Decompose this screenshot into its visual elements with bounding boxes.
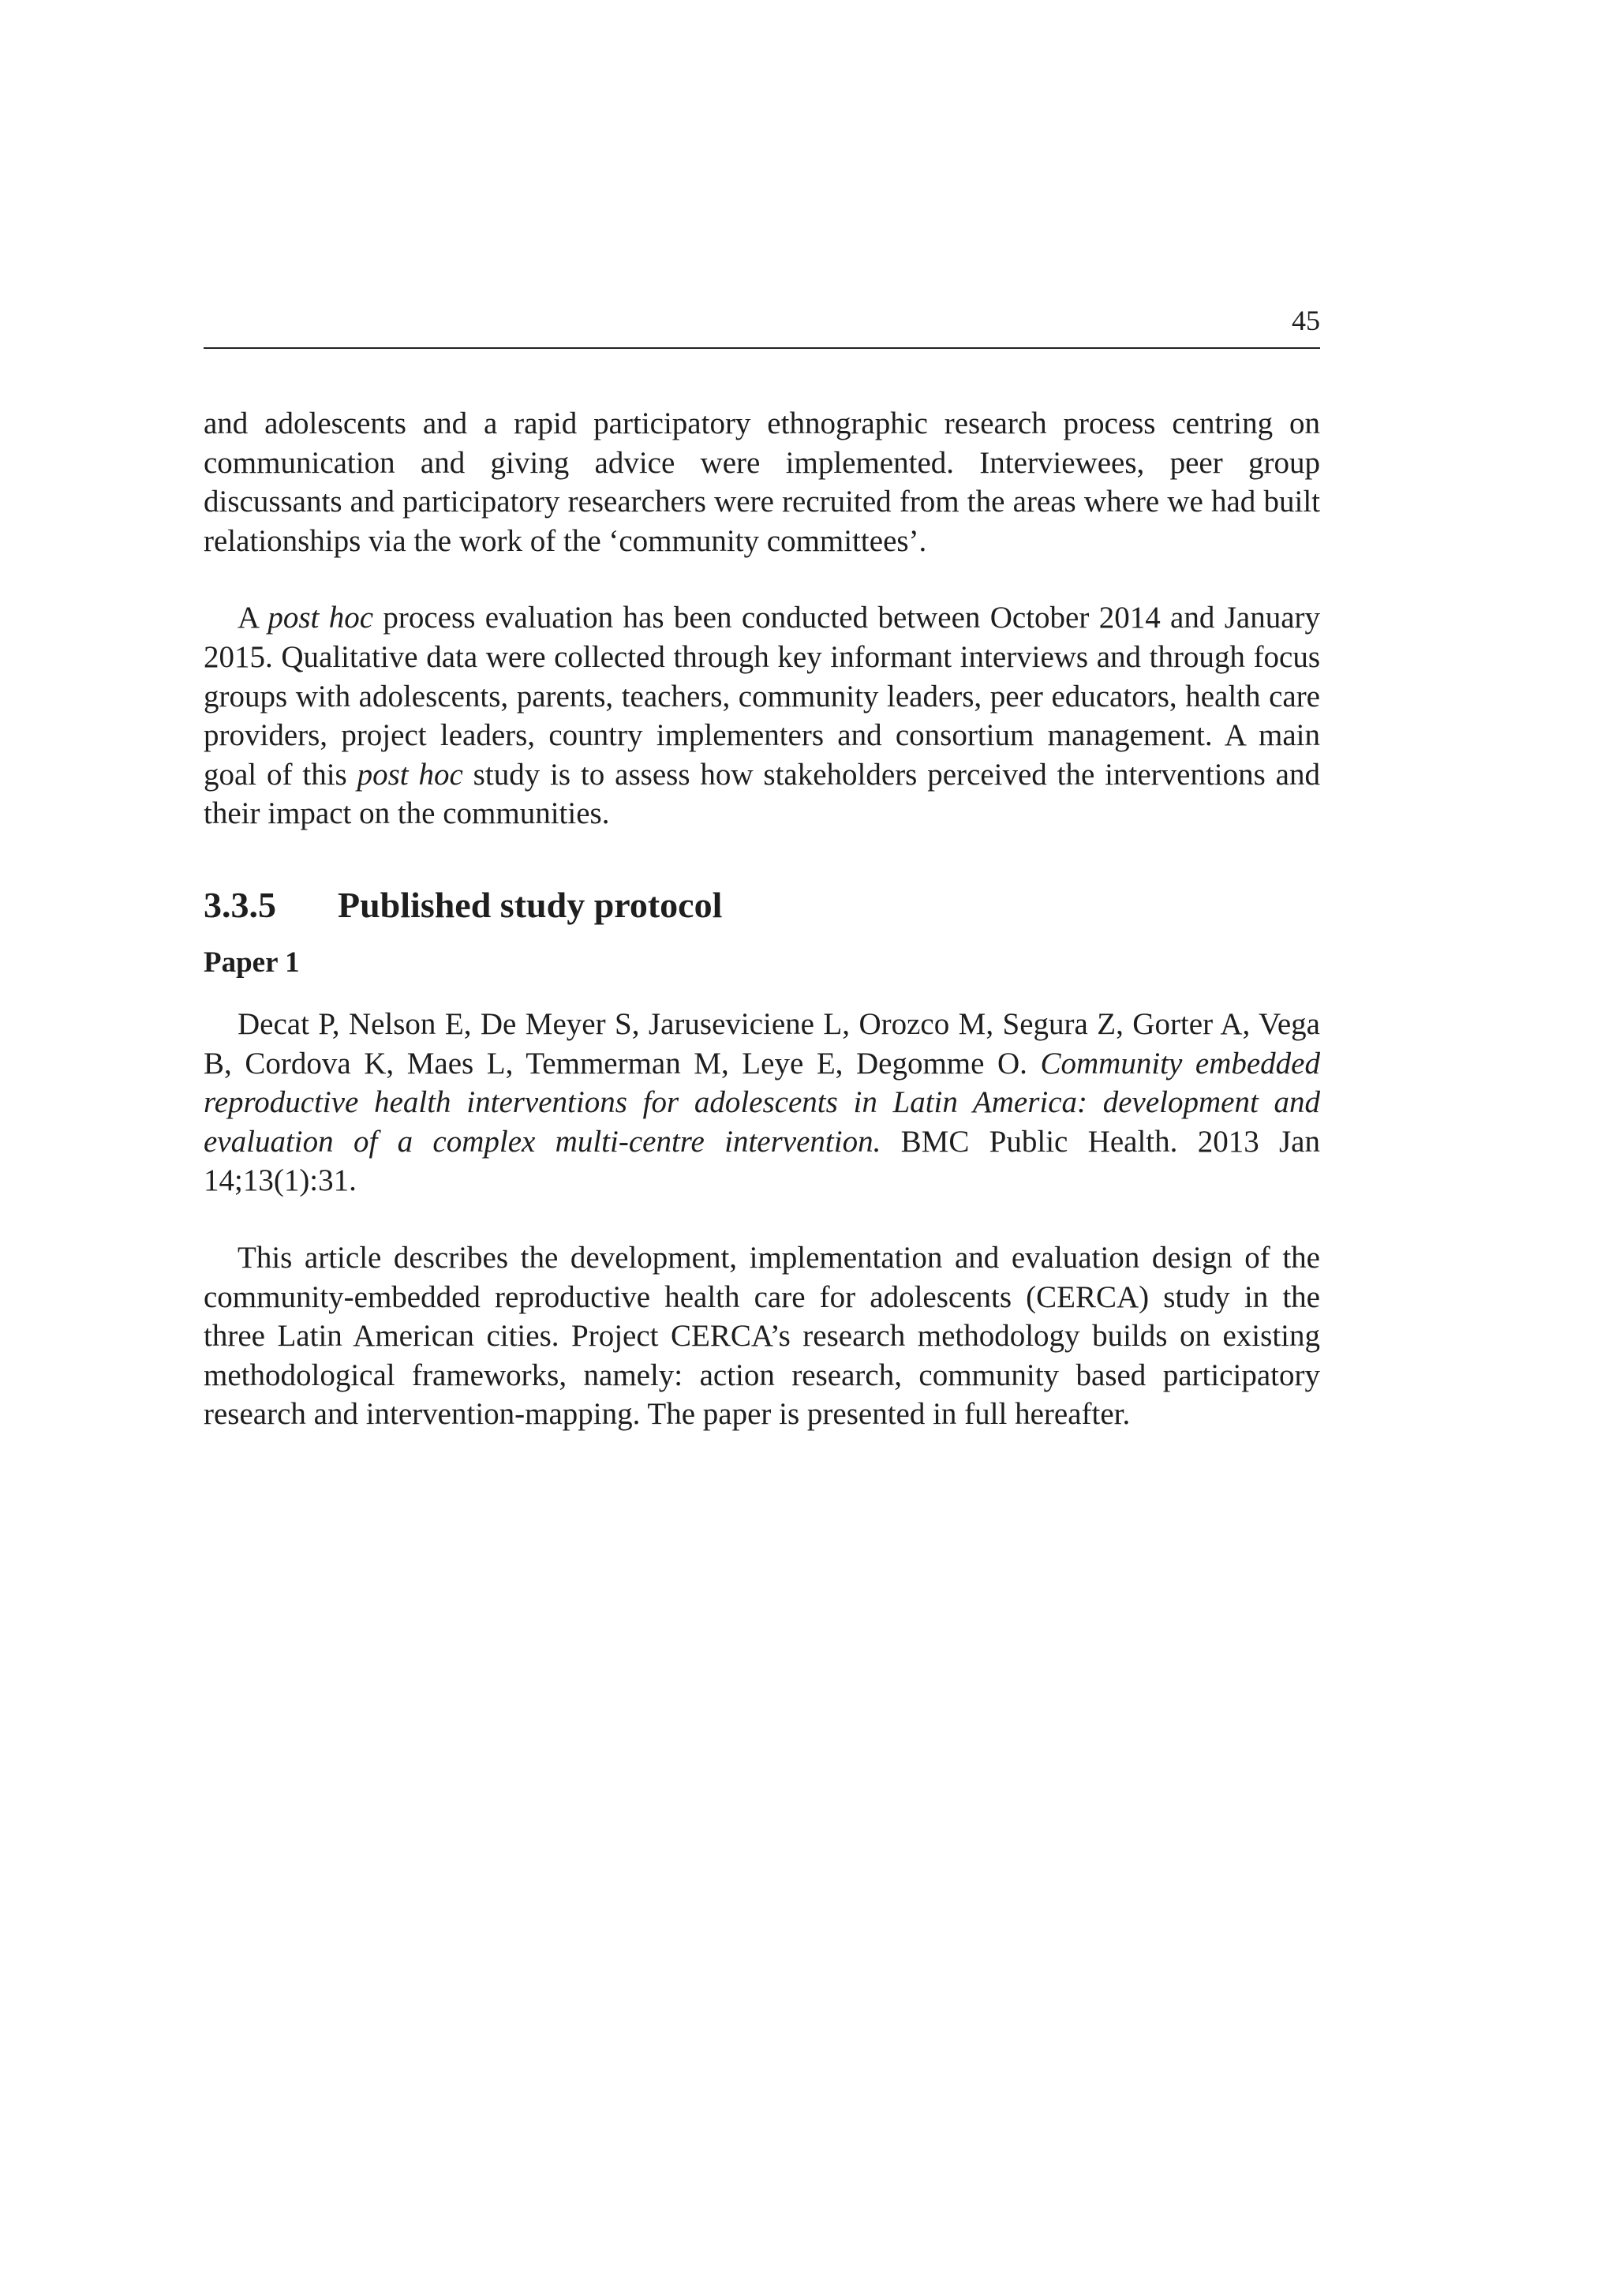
subsection-heading: Paper 1 <box>204 946 300 979</box>
italic-term: post hoc <box>357 757 463 792</box>
paragraph-text: process evaluation has been conducted between October 2014 and January 2015. Qualitative data were collected through key informant interviews and through focus groups with adolescents, parents, teachers, community leaders, peer educators, health care providers, project leaders, country implementers and consortium management. A main goal of this <box>204 601 1321 792</box>
section-title: Published study protocol <box>338 884 723 925</box>
paragraph-continuation: and adolescents and a rapid participatory ethnographic research process centring on communication and giving advice were implemented. Interviewees, peer group discussants and participatory researchers were recruited from the areas where we had built relationships via the work of the ‘community committees’. <box>204 406 1320 558</box>
paragraph-text: study is to assess how stakeholders perceived the interventions and their impact on the communities. <box>204 757 1320 831</box>
page-header <box>204 303 1320 349</box>
paragraph-process-evaluation <box>204 598 1320 833</box>
paragraph-text: A <box>238 601 268 635</box>
page-body <box>204 404 1320 1434</box>
section-heading <box>204 883 1320 927</box>
reference-journal: BMC Public Health. 2013 Jan 14;13(1):31. <box>204 1124 1320 1198</box>
page-number: 45 <box>1292 305 1320 336</box>
reference-citation <box>204 1005 1320 1200</box>
italic-term: post hoc <box>267 601 374 635</box>
section-number: 3.3.5 <box>204 884 276 925</box>
paragraph-article-description: This article describes the development, implementation and evaluation design of the community-embedded reproductive health care for adolescents (CERCA) study in the three Latin American cities. Project CERCA’s research methodology builds on existing methodological frameworks, namely: action research, community based participatory research and intervention-mapping. The paper is presented in full hereafter. <box>204 1240 1320 1432</box>
reference-title: Community embedded reproductive health interventions for adolescents in Latin America: development and evaluation of a complex multi-centre intervention. <box>204 1046 1320 1159</box>
reference-authors: Decat P, Nelson E, De Meyer S, Jaruseviciene L, Orozco M, Segura Z, Gorter A, Vega B, Cordova K, Maes L, Temmerman M, Leye E, Degomme O. <box>204 1006 1320 1081</box>
